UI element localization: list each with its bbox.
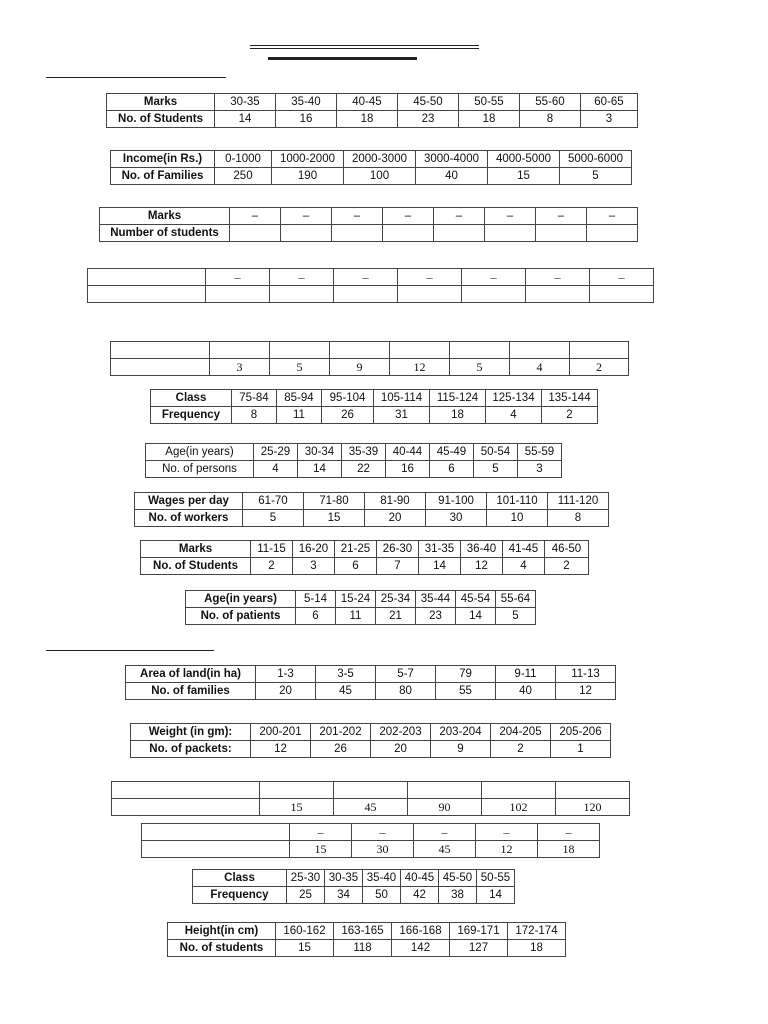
table-cell: 3000-4000: [416, 151, 488, 168]
table-row: [186, 591, 536, 608]
table-cell: –: [536, 208, 587, 225]
table-cell: No. of persons: [146, 461, 254, 478]
table-cell: 40-45: [401, 870, 439, 887]
table-cell: 135-144: [542, 390, 598, 407]
table-cell: –: [462, 269, 526, 286]
table-cell: 2: [251, 558, 293, 575]
table-cell: –: [538, 824, 600, 841]
table-cell: 18: [538, 841, 600, 858]
table-cell: 45-54: [456, 591, 496, 608]
table-cell: Area of land(in ha): [126, 666, 256, 683]
table-cell: [88, 286, 206, 303]
table-cell: 250: [215, 168, 272, 185]
table-cell: 14: [419, 558, 461, 575]
table-cell: [570, 342, 629, 359]
table-cell: 2: [545, 558, 589, 575]
table-cell: [112, 782, 260, 799]
table-cell: –: [206, 269, 270, 286]
table-cell: [536, 225, 587, 242]
table-marks-students-2: [140, 540, 589, 575]
table-cell: 2: [491, 741, 551, 758]
table-row: [112, 799, 630, 816]
table-row: [88, 269, 654, 286]
table-cell: 71-80: [304, 493, 365, 510]
table-cell: 45: [316, 683, 376, 700]
table-cell: 35-40: [363, 870, 401, 887]
table-cell: 95-104: [322, 390, 374, 407]
table-cell: 5: [270, 359, 330, 376]
table-row: [107, 94, 638, 111]
table-row: [142, 824, 600, 841]
table-cell: Class: [193, 870, 287, 887]
table-cell: –: [398, 269, 462, 286]
table-cell: 14: [215, 111, 276, 128]
table-cell: 14: [477, 887, 515, 904]
table-cell: 16: [276, 111, 337, 128]
table-cell: 30-34: [298, 444, 342, 461]
table-cell: 25-30: [287, 870, 325, 887]
table-cell: 45: [334, 799, 408, 816]
table-cell: 90: [408, 799, 482, 816]
table-cell: 30: [352, 841, 414, 858]
table-cell: 18: [430, 407, 486, 424]
table-cell: 5: [496, 608, 536, 625]
table-cell: No. of Families: [111, 168, 215, 185]
table-cell: 2: [542, 407, 598, 424]
table-cell: 46-50: [545, 541, 589, 558]
table-cell: 60-65: [581, 94, 638, 111]
table-row: [141, 541, 589, 558]
table-cell: [334, 286, 398, 303]
table-cell: 202-203: [371, 724, 431, 741]
table-cell: 15: [260, 799, 334, 816]
table-cell: 125-134: [486, 390, 542, 407]
table-cell: 16: [386, 461, 430, 478]
table-cell: 163-165: [334, 923, 392, 940]
table-cell: 14: [298, 461, 342, 478]
table-cell: [482, 782, 556, 799]
table-cell: 25: [287, 887, 325, 904]
table-row: [146, 444, 562, 461]
table-row: [142, 841, 600, 858]
table-cell: [111, 342, 210, 359]
table-cell: 40-44: [386, 444, 430, 461]
table-cell: 6: [430, 461, 474, 478]
table-cell: 5: [450, 359, 510, 376]
table-cell: 1: [551, 741, 611, 758]
table-cell: –: [352, 824, 414, 841]
table-cell: 50-55: [477, 870, 515, 887]
table-row: [88, 286, 654, 303]
table-cell: 55-64: [496, 591, 536, 608]
table-cell: [587, 225, 638, 242]
table-cell: 169-171: [450, 923, 508, 940]
table-row: [111, 151, 632, 168]
table-cell: 11-13: [556, 666, 616, 683]
table-row: [100, 225, 638, 242]
table-cell: 15: [304, 510, 365, 527]
table-cell: [510, 342, 570, 359]
table-cell: Marks: [141, 541, 251, 558]
table-cell: 23: [398, 111, 459, 128]
table-cell: Frequency: [193, 887, 287, 904]
table-cell: 1000-2000: [272, 151, 344, 168]
table-cell: [398, 286, 462, 303]
title-rule-bottom: [268, 57, 417, 60]
table-row: [126, 666, 616, 683]
table-cell: 30-35: [325, 870, 363, 887]
table-cell: 16-20: [293, 541, 335, 558]
table-cell: 80: [376, 683, 436, 700]
table-cell: 45-50: [439, 870, 477, 887]
table-cell: 25-34: [376, 591, 416, 608]
table-cell: [450, 342, 510, 359]
table-cell: 55: [436, 683, 496, 700]
table-cell: 6: [335, 558, 377, 575]
table-cell: [142, 824, 290, 841]
table-cell: 12: [476, 841, 538, 858]
table-row: [131, 724, 611, 741]
table-weight-packets: [130, 723, 611, 758]
table-cell: 55-59: [518, 444, 562, 461]
table-cell: [485, 225, 536, 242]
table-cell: Frequency: [151, 407, 232, 424]
table-cell: 12: [556, 683, 616, 700]
table-cell: 42: [401, 887, 439, 904]
table-cell: 61-70: [243, 493, 304, 510]
table-cell: [230, 225, 281, 242]
table-cell: 20: [256, 683, 316, 700]
table-cell: 30-35: [215, 94, 276, 111]
table-cell: 38: [439, 887, 477, 904]
table-dashes-values: [141, 823, 600, 858]
table-marks-students-1: [106, 93, 638, 128]
table-cell: [206, 286, 270, 303]
table-cell: 5-7: [376, 666, 436, 683]
table-cell: 45: [414, 841, 476, 858]
table-cell: 21-25: [335, 541, 377, 558]
table-cell: [270, 342, 330, 359]
table-cell: 10: [487, 510, 548, 527]
table-cell: 118: [334, 940, 392, 957]
table-row: [186, 608, 536, 625]
table-row: [193, 870, 515, 887]
table-cell: 11: [336, 608, 376, 625]
table-cell: 4: [486, 407, 542, 424]
table-cell: No. of patients: [186, 608, 296, 625]
table-cell: 190: [272, 168, 344, 185]
table-cell: 3: [581, 111, 638, 128]
table-cell: [332, 225, 383, 242]
table-cell: No. of Students: [141, 558, 251, 575]
table-cell: Income(in Rs.): [111, 151, 215, 168]
title-rule-top: [250, 45, 479, 46]
table-row: [111, 359, 629, 376]
table-cell: 26: [311, 741, 371, 758]
table-cell: 127: [450, 940, 508, 957]
table-cell: 26: [322, 407, 374, 424]
table-cell: 100: [344, 168, 416, 185]
table-cell: [260, 782, 334, 799]
table-cell: 1-3: [256, 666, 316, 683]
table-age-persons: [145, 443, 562, 478]
table-cell: Weight (in gm):: [131, 724, 251, 741]
table-cell: 105-114: [374, 390, 430, 407]
table-cell: 0-1000: [215, 151, 272, 168]
table-cell: –: [334, 269, 398, 286]
table-cell: Wages per day: [135, 493, 243, 510]
table-row: [168, 923, 566, 940]
table-row: [131, 741, 611, 758]
table-row: [112, 782, 630, 799]
table-cell: –: [230, 208, 281, 225]
table-class-frequency-1: [150, 389, 598, 424]
table-cell: 204-205: [491, 724, 551, 741]
table-cell: 15: [290, 841, 352, 858]
table-row: [135, 493, 609, 510]
table-cell: 9: [330, 359, 390, 376]
table-cell: 3: [210, 359, 270, 376]
table-cell: 115-124: [430, 390, 486, 407]
table-cell: 4: [503, 558, 545, 575]
table-blank-dashes: [87, 268, 654, 303]
table-cell: [526, 286, 590, 303]
table-cell: 5: [560, 168, 632, 185]
table-cell: [462, 286, 526, 303]
table-cell: 15-24: [336, 591, 376, 608]
table-cell: 15: [276, 940, 334, 957]
table-cell: 101-110: [487, 493, 548, 510]
table-row: [111, 168, 632, 185]
table-cell: [111, 359, 210, 376]
table-cell: [590, 286, 654, 303]
table-cell: –: [476, 824, 538, 841]
table-cell: 81-90: [365, 493, 426, 510]
table-blank-values-2: [111, 781, 630, 816]
table-cell: –: [290, 824, 352, 841]
table-cell: 91-100: [426, 493, 487, 510]
table-cell: 2000-3000: [344, 151, 416, 168]
table-cell: –: [590, 269, 654, 286]
table-cell: 45-49: [430, 444, 474, 461]
table-cell: [390, 342, 450, 359]
table-cell: 11-15: [251, 541, 293, 558]
table-cell: 160-162: [276, 923, 334, 940]
table-cell: 5: [243, 510, 304, 527]
table-cell: [281, 225, 332, 242]
table-cell: –: [434, 208, 485, 225]
table-cell: 40: [416, 168, 488, 185]
table-cell: 35-39: [342, 444, 386, 461]
table-cell: 4: [510, 359, 570, 376]
table-cell: [334, 782, 408, 799]
table-cell: 35-44: [416, 591, 456, 608]
table-marks-students-blank: [99, 207, 638, 242]
table-cell: No. of Students: [107, 111, 215, 128]
table-cell: 50-54: [474, 444, 518, 461]
table-cell: [383, 225, 434, 242]
table-cell: 50-55: [459, 94, 520, 111]
table-cell: No. of packets:: [131, 741, 251, 758]
table-row: [193, 887, 515, 904]
table-cell: 45-50: [398, 94, 459, 111]
table-cell: 2: [570, 359, 629, 376]
table-cell: 5000-6000: [560, 151, 632, 168]
table-cell: Class: [151, 390, 232, 407]
table-cell: 23: [416, 608, 456, 625]
table-cell: [408, 782, 482, 799]
table-cell: 79: [436, 666, 496, 683]
table-cell: [88, 269, 206, 286]
table-row: [151, 407, 598, 424]
table-cell: 201-202: [311, 724, 371, 741]
table-cell: 9-11: [496, 666, 556, 683]
table-cell: Marks: [100, 208, 230, 225]
table-cell: 34: [325, 887, 363, 904]
table-cell: 85-94: [277, 390, 322, 407]
table-cell: 8: [520, 111, 581, 128]
table-cell: –: [383, 208, 434, 225]
table-cell: –: [485, 208, 536, 225]
table-cell: 3-5: [316, 666, 376, 683]
table-cell: 18: [459, 111, 520, 128]
table-cell: 41-45: [503, 541, 545, 558]
table-cell: 102: [482, 799, 556, 816]
table-cell: 8: [232, 407, 277, 424]
table-cell: 205-206: [551, 724, 611, 741]
table-cell: [142, 841, 290, 858]
table-cell: 3: [293, 558, 335, 575]
table-cell: 15: [488, 168, 560, 185]
table-cell: 9: [431, 741, 491, 758]
table-cell: 75-84: [232, 390, 277, 407]
table-height-students: [167, 922, 566, 957]
table-wages-workers: [134, 492, 609, 527]
table-cell: 50: [363, 887, 401, 904]
table-cell: –: [281, 208, 332, 225]
table-cell: 5: [474, 461, 518, 478]
table-cell: 111-120: [548, 493, 609, 510]
table-row: [151, 390, 598, 407]
table-cell: 30: [426, 510, 487, 527]
table-income-families: [110, 150, 632, 185]
table-cell: 12: [461, 558, 503, 575]
table-cell: 40-45: [337, 94, 398, 111]
table-cell: 25-29: [254, 444, 298, 461]
table-cell: Age(in years): [146, 444, 254, 461]
table-cell: –: [526, 269, 590, 286]
table-cell: 4: [254, 461, 298, 478]
table-row: [168, 940, 566, 957]
table-cell: No. of families: [126, 683, 256, 700]
table-cell: 31: [374, 407, 430, 424]
table-row: [126, 683, 616, 700]
table-cell: 21: [376, 608, 416, 625]
table-class-frequency-2: [192, 869, 515, 904]
table-row: [135, 510, 609, 527]
table-cell: 8: [548, 510, 609, 527]
table-cell: 5-14: [296, 591, 336, 608]
table-cell: 26-30: [377, 541, 419, 558]
table-cell: No. of students: [168, 940, 276, 957]
table-cell: 22: [342, 461, 386, 478]
table-cell: Age(in years): [186, 591, 296, 608]
table-cell: 20: [365, 510, 426, 527]
table-cell: 55-60: [520, 94, 581, 111]
table-cell: 3: [518, 461, 562, 478]
table-cell: [330, 342, 390, 359]
table-cell: 200-201: [251, 724, 311, 741]
table-cell: 36-40: [461, 541, 503, 558]
table-age-patients: [185, 590, 536, 625]
table-cell: –: [414, 824, 476, 841]
table-cell: 142: [392, 940, 450, 957]
section-rule-1: [46, 77, 226, 78]
table-cell: [434, 225, 485, 242]
table-cell: 20: [371, 741, 431, 758]
table-cell: 18: [508, 940, 566, 957]
table-blank-values: [110, 341, 629, 376]
table-cell: [112, 799, 260, 816]
table-cell: 172-174: [508, 923, 566, 940]
table-cell: 31-35: [419, 541, 461, 558]
table-cell: –: [270, 269, 334, 286]
table-cell: 12: [390, 359, 450, 376]
table-cell: [270, 286, 334, 303]
table-cell: 203-204: [431, 724, 491, 741]
table-cell: Marks: [107, 94, 215, 111]
table-cell: Number of students: [100, 225, 230, 242]
table-row: [141, 558, 589, 575]
table-cell: –: [587, 208, 638, 225]
table-cell: No. of workers: [135, 510, 243, 527]
table-row: [100, 208, 638, 225]
table-cell: –: [332, 208, 383, 225]
table-cell: Height(in cm): [168, 923, 276, 940]
table-cell: 166-168: [392, 923, 450, 940]
table-cell: 7: [377, 558, 419, 575]
table-row: [107, 111, 638, 128]
table-row: [146, 461, 562, 478]
table-cell: 4000-5000: [488, 151, 560, 168]
table-cell: 120: [556, 799, 630, 816]
table-cell: 12: [251, 741, 311, 758]
table-cell: 40: [496, 683, 556, 700]
title-rule-mid: [250, 48, 479, 49]
table-cell: [210, 342, 270, 359]
table-cell: 14: [456, 608, 496, 625]
table-land-families: [125, 665, 616, 700]
table-cell: [556, 782, 630, 799]
table-cell: 6: [296, 608, 336, 625]
table-cell: 35-40: [276, 94, 337, 111]
section-rule-2: [46, 650, 214, 651]
table-row: [111, 342, 629, 359]
table-cell: 11: [277, 407, 322, 424]
table-cell: 18: [337, 111, 398, 128]
